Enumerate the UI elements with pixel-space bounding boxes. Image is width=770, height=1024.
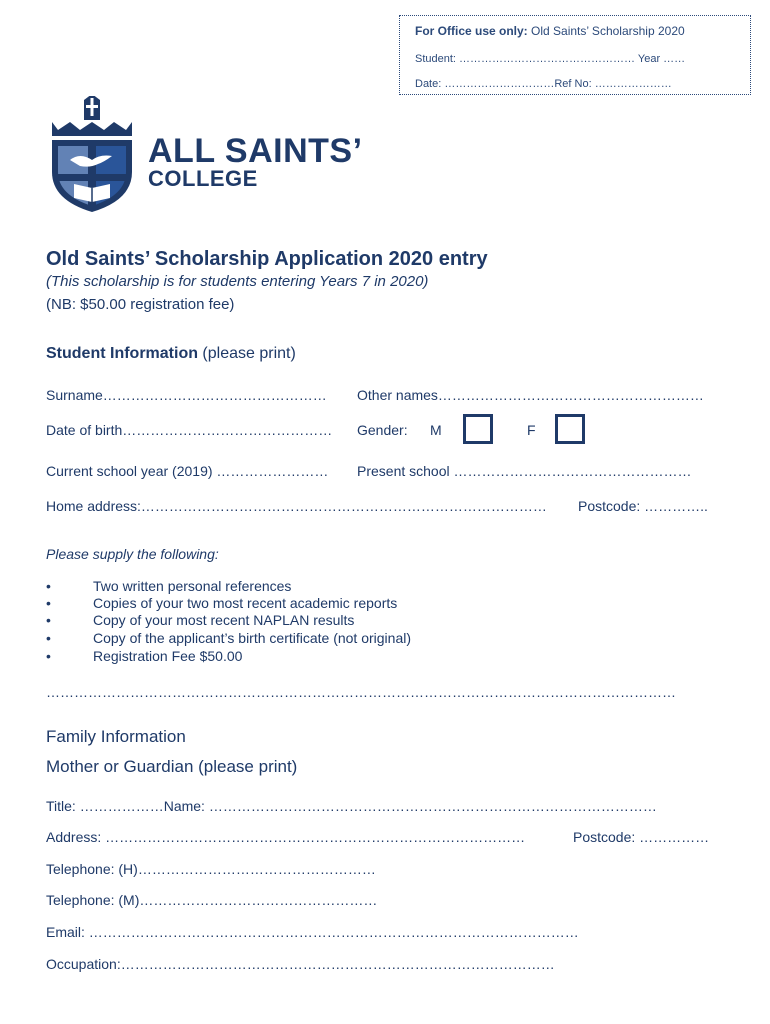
office-use-title: For Office use only: Old Saints’ Scholarship 2020 <box>415 24 685 38</box>
other-names-field[interactable]: Other names………………………………………………… <box>357 387 704 403</box>
date-of-birth-field[interactable]: Date of birth……………………………………… <box>46 422 333 438</box>
page-subtitle: (This scholarship is for students entering Years 7 in 2020) <box>46 273 429 290</box>
bullet-icon: • <box>46 612 51 628</box>
dotted-divider: ……………………………………………………………………………………………………………………… <box>46 684 676 700</box>
office-use-box <box>399 15 751 95</box>
fee-note: (NB: $50.00 registration fee) <box>46 296 235 313</box>
bullet-icon: • <box>46 630 51 646</box>
mother-guardian-heading: Mother or Guardian (please print) <box>46 757 298 776</box>
telephone-home-field[interactable]: Telephone: (H)…………………………………………… <box>46 861 376 877</box>
gender-f-checkbox[interactable] <box>555 414 585 444</box>
family-postcode-field[interactable]: Postcode: …………… <box>573 829 710 845</box>
postcode-field[interactable]: Postcode: ………….. <box>578 498 708 514</box>
title-name-field[interactable]: Title: ………………Name: …………………………………………………………………………………… <box>46 798 657 814</box>
occupation-field[interactable]: Occupation:………………………………………………………………………………… <box>46 956 555 972</box>
logo-wordmark-line1: ALL SAINTS’ <box>148 132 363 170</box>
bullet-icon: • <box>46 578 51 594</box>
telephone-mobile-field[interactable]: Telephone: (M)…………………………………………… <box>46 892 378 908</box>
gender-f-label: F <box>527 422 536 438</box>
student-information-heading: Student Information (please print) <box>46 345 296 362</box>
family-information-heading: Family Information <box>46 727 186 746</box>
surname-field[interactable]: Surname………………………………………… <box>46 387 327 403</box>
gender-m-label: M <box>430 422 442 438</box>
supply-heading: Please supply the following: <box>46 546 219 562</box>
logo-wordmark-line2: COLLEGE <box>148 166 258 191</box>
bullet-icon: • <box>46 595 51 611</box>
gender-m-checkbox[interactable] <box>463 414 493 444</box>
home-address-field[interactable]: Home address:…………………………………………………………………………… <box>46 498 547 514</box>
bullet-icon: • <box>46 648 51 664</box>
office-date-line: Date: …………………………Ref No: ………………… <box>415 78 672 90</box>
college-crest-logo <box>46 96 138 214</box>
present-school-field[interactable]: Present school …………………………………………… <box>357 463 692 479</box>
gender-label: Gender: <box>357 422 408 438</box>
office-student-line: Student: ………………………………………… Year …… <box>415 53 686 65</box>
address-field[interactable]: Address: ……………………………………………………………………………… <box>46 829 526 845</box>
email-field[interactable]: Email: …………………………………………………………………………………………… <box>46 924 579 940</box>
page-title: Old Saints’ Scholarship Application 2020 entry <box>46 248 488 270</box>
current-school-year-field[interactable]: Current school year (2019) …………………… <box>46 463 329 479</box>
